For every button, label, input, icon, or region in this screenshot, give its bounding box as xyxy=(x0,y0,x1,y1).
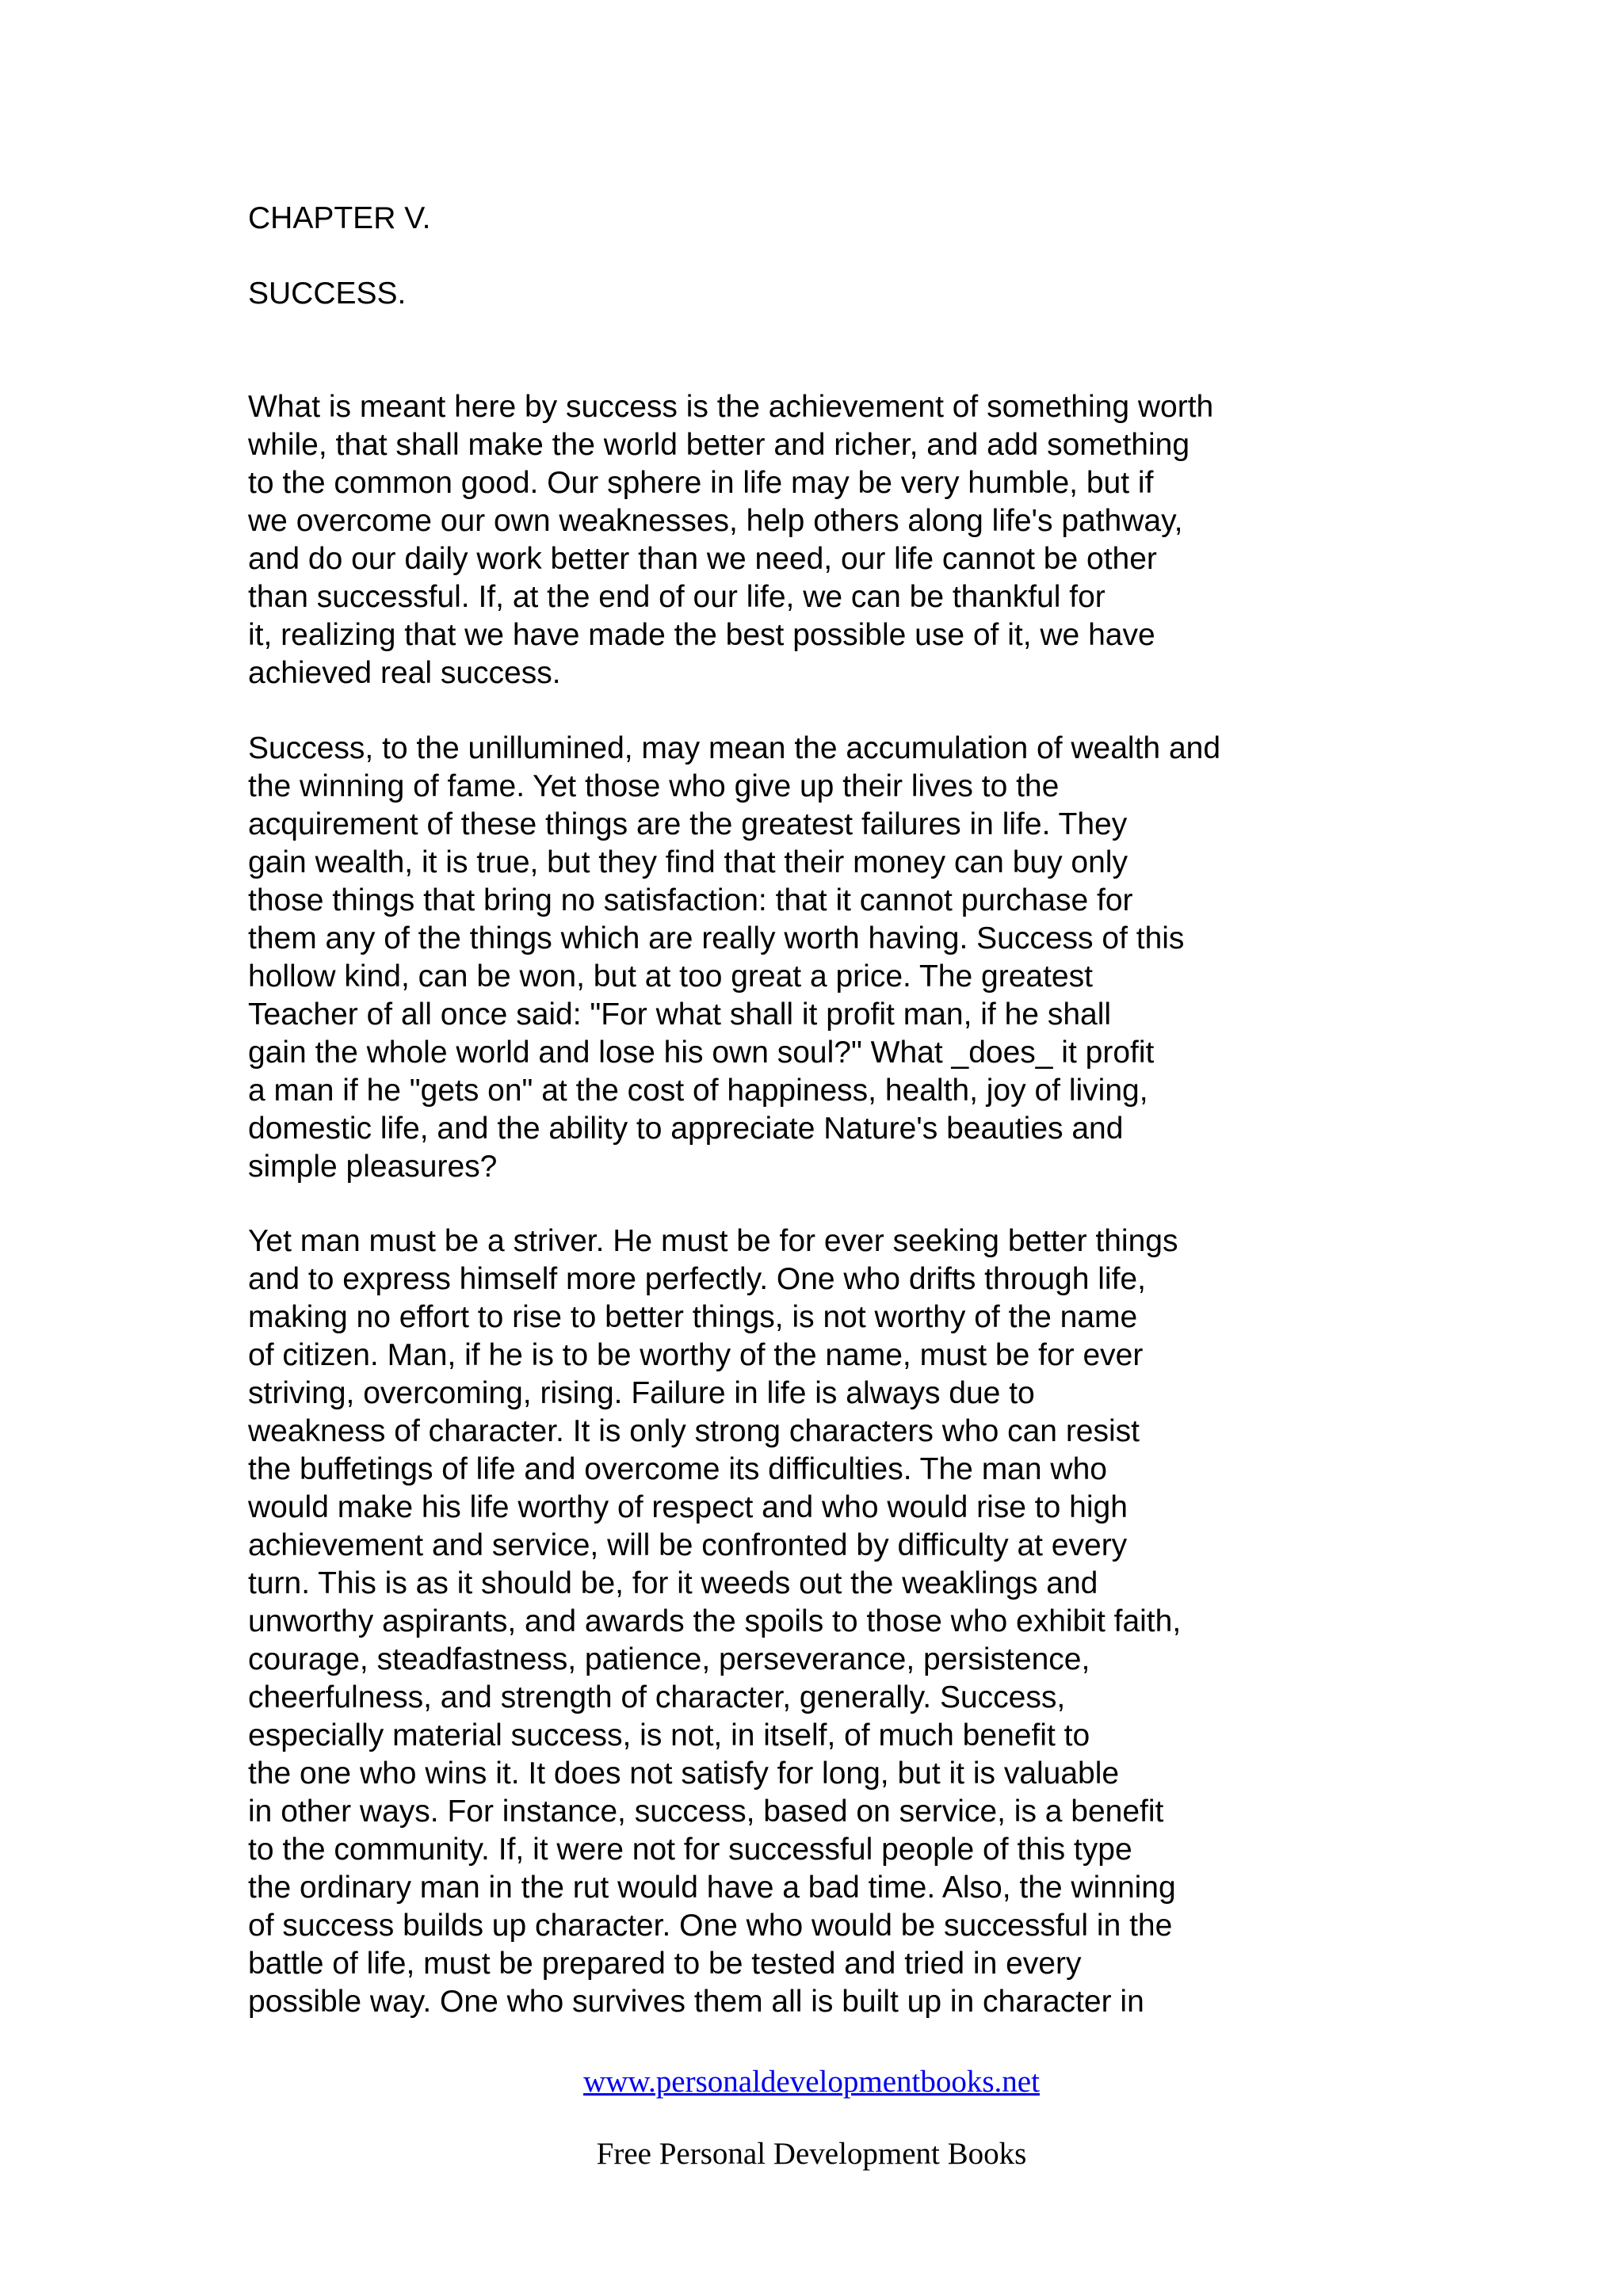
paragraph-line: the buffetings of life and overcome its difficulties. The man who xyxy=(248,1452,1107,1486)
paragraph-line: a man if he "gets on" at the cost of happiness, health, joy of living, xyxy=(248,1074,1148,1108)
paragraph-line: those things that bring no satisfaction: that it cannot purchase for xyxy=(248,883,1133,917)
paragraph-line: making no effort to rise to better things, is not worthy of the name xyxy=(248,1300,1138,1334)
paragraph-line: it, realizing that we have made the best possible use of it, we have xyxy=(248,618,1155,652)
paragraph-line: courage, steadfastness, patience, perseverance, persistence, xyxy=(248,1642,1090,1676)
paragraph-line: striving, overcoming, rising. Failure in life is always due to xyxy=(248,1376,1035,1410)
paragraph-line: hollow kind, can be won, but at too great a price. The greatest xyxy=(248,959,1093,994)
paragraph-line: unworthy aspirants, and awards the spoils to those who exhibit faith, xyxy=(248,1604,1182,1638)
paragraph-line: in other ways. For instance, success, based on service, is a benefit xyxy=(248,1794,1164,1829)
paragraph-line: while, that shall make the world better and richer, and add something xyxy=(248,428,1190,462)
paragraph-line: we overcome our own weaknesses, help others along life's pathway, xyxy=(248,504,1183,538)
paragraph-line: battle of life, must be prepared to be tested and tried in every xyxy=(248,1947,1082,1981)
paragraph-line: the ordinary man in the rut would have a bad time. Also, the winning xyxy=(248,1871,1176,1905)
paragraph-line: gain the whole world and lose his own soul?" What _does_ it profit xyxy=(248,1035,1155,1070)
paragraph-line: What is meant here by success is the achievement of something worth xyxy=(248,390,1214,424)
paragraph-line: of citizen. Man, if he is to be worthy of the name, must be for ever xyxy=(248,1338,1144,1372)
footer-tagline: Free Personal Development Books xyxy=(596,2137,1027,2171)
paragraph-line: Teacher of all once said: "For what shall it profit man, if he shall xyxy=(248,997,1112,1032)
paragraph-line: the one who wins it. It does not satisfy for long, but it is valuable xyxy=(248,1756,1120,1791)
paragraph-line: Yet man must be a striver. He must be for ever seeking better things xyxy=(248,1224,1178,1258)
chapter-label: CHAPTER V. xyxy=(248,201,431,235)
paragraph-line: to the community. If, it were not for successful people of this type xyxy=(248,1833,1132,1867)
website-link[interactable]: www.personaldevelopmentbooks.net xyxy=(583,2065,1040,2099)
paragraph-line: than successful. If, at the end of our life, we can be thankful for xyxy=(248,580,1106,614)
paragraph-line: achievement and service, will be confronted by difficulty at every xyxy=(248,1528,1128,1562)
paragraph xyxy=(248,730,1484,1186)
paragraph-line: Success, to the unillumined, may mean the accumulation of wealth and xyxy=(248,731,1221,765)
paragraph-line: turn. This is as it should be, for it weeds out the weaklings and xyxy=(248,1566,1098,1600)
paragraph-line: especially material success, is not, in itself, of much benefit to xyxy=(248,1718,1090,1753)
paragraph-line: would make his life worthy of respect and who would rise to high xyxy=(248,1490,1128,1524)
paragraph xyxy=(248,388,1484,692)
paragraph-line: of success builds up character. One who would be successful in the xyxy=(248,1909,1173,1943)
paragraph-line: domestic life, and the ability to appreciate Nature's beauties and xyxy=(248,1112,1124,1146)
paragraph-line: achieved real success. xyxy=(248,656,561,690)
paragraph xyxy=(248,1222,1484,2021)
paragraph-line: them any of the things which are really worth having. Success of this xyxy=(248,921,1185,955)
paragraph-line: and to express himself more perfectly. One who drifts through life, xyxy=(248,1262,1146,1296)
paragraph-line: weakness of character. It is only strong characters who can resist xyxy=(248,1414,1140,1448)
paragraph-line: gain wealth, it is true, but they find that their money can buy only xyxy=(248,845,1128,879)
paragraph-line: acquirement of these things are the greatest failures in life. They xyxy=(248,807,1128,841)
paragraph-line: simple pleasures? xyxy=(248,1150,498,1184)
paragraph-line: cheerfulness, and strength of character, generally. Success, xyxy=(248,1680,1066,1714)
paragraph-line: the winning of fame. Yet those who give up their lives to the xyxy=(248,769,1060,803)
paragraph-line: to the common good. Our sphere in life may be very humble, but if xyxy=(248,466,1154,500)
footer-link-row xyxy=(0,2063,1623,2101)
paragraph-line: and do our daily work better than we need, our life cannot be other xyxy=(248,542,1157,576)
paragraph-line: possible way. One who survives them all is built up in character in xyxy=(248,1985,1144,2019)
section-title: SUCCESS. xyxy=(248,277,407,311)
